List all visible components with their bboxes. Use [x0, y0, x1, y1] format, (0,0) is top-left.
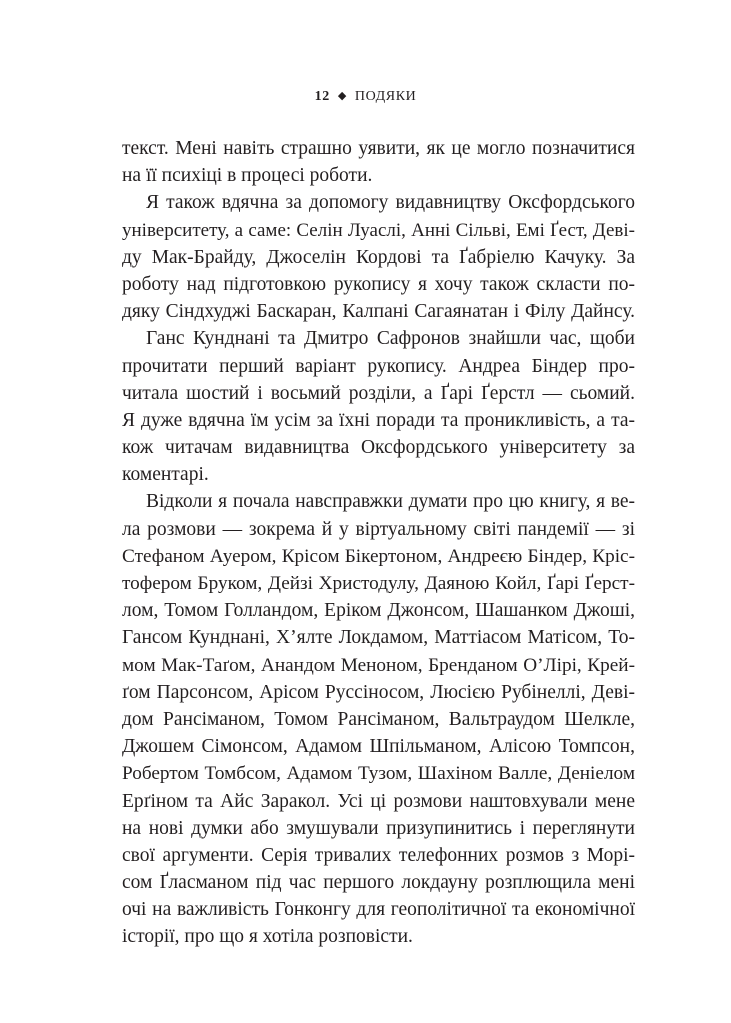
- text-line: на її психіці в процесі роботи.: [122, 165, 373, 187]
- text-line: дяку Сіндхуджі Баскаран, Калпані Сагаянатан і Філу Дайнсу.: [122, 301, 635, 323]
- paragraph: [122, 325, 635, 488]
- text-line: Ганс Кунднані та Дмитро Сафронов знайшли час, щоби: [146, 328, 635, 350]
- paragraph: [122, 135, 635, 189]
- text-line: університету, а саме: Селін Луаслі, Анні Сільві, Емі Ґест, Деві-: [122, 219, 635, 241]
- text-line: тофером Бруком, Дейзі Христодулу, Даяною Койл, Ґарі Ґерст-: [122, 573, 635, 594]
- page-number: 12: [314, 89, 330, 104]
- text-line: текст. Мені навіть страшно уявити, як це могло позначитися: [122, 138, 635, 159]
- text-line: Джошем Сімонсом, Адамом Шпільманом, Алісою Томпсон,: [122, 736, 635, 758]
- text-line: читала шостий і восьмий розділи, а Ґарі Ґерстл — сьомий.: [122, 382, 635, 404]
- paragraph: [122, 189, 635, 325]
- diamond-separator-icon: ◆: [337, 90, 347, 102]
- text-line: Ерґіном та Айс Заракол. Усі ці розмови наштовхували мене: [122, 790, 635, 812]
- text-line: сом Ґласманом під час першого локдауну розплющила мені: [122, 872, 635, 894]
- section-title: ПОДЯКИ: [354, 89, 417, 104]
- text-line: Я також вдячна за допомогу видавництву Оксфордського: [146, 192, 635, 214]
- text-line: прочитати перший варіант рукопису. Андреа Біндер про-: [122, 355, 635, 377]
- text-line: на нові думки або змушували призупинитись і переглянути: [122, 817, 635, 839]
- running-head: [0, 88, 731, 106]
- text-line: ду Мак-Брайду, Джоселін Кордові та Ґабріелю Качуку. За: [122, 246, 635, 268]
- text-line: історії, про що я хотіла розповісти.: [122, 926, 413, 948]
- paragraph: [122, 488, 635, 950]
- text-line: свої аргументи. Серія тривалих телефонних розмов з Морі-: [122, 844, 635, 866]
- text-line: кож читачам видавництва Оксфордського університету за: [122, 437, 635, 459]
- text-line: ґом Парсонсом, Арісом Руссіносом, Люсією Рубінеллі, Деві-: [122, 681, 635, 703]
- text-line: дом Рансіманом, Томом Рансіманом, Вальтраудом Шелкле,: [122, 708, 635, 730]
- body-text: [122, 135, 635, 951]
- text-line: Робертом Томбсом, Адамом Тузом, Шахіном Валле, Деніелом: [122, 763, 635, 785]
- text-line: Відколи я почала навсправжки думати про цю книгу, я ве-: [146, 491, 635, 513]
- text-line: коментарі.: [122, 464, 209, 486]
- text-line: ла розмови — зокрема й у віртуальному світі пандемії — зі: [122, 518, 635, 540]
- text-line: Стефаном Ауером, Крісом Бікертоном, Андреєю Біндер, Кріс-: [122, 545, 635, 567]
- text-line: очі на важливість Гонконгу для геополітичної та економічної: [122, 899, 635, 921]
- text-line: лом, Томом Голландом, Еріком Джонсом, Шашанком Джоші,: [122, 600, 635, 622]
- text-line: мом Мак-Таґом, Анандом Меноном, Бренданом О’Лірі, Крей-: [122, 654, 635, 676]
- text-line: роботу над підготовкою рукопису я хочу також скласти по-: [122, 273, 635, 295]
- text-line: Гансом Кунднані, Х’ялте Локдамом, Маттіасом Матісом, То-: [122, 627, 635, 649]
- text-line: Я дуже вдячна їм усім за їхні поради та проникливість, а та-: [122, 409, 635, 431]
